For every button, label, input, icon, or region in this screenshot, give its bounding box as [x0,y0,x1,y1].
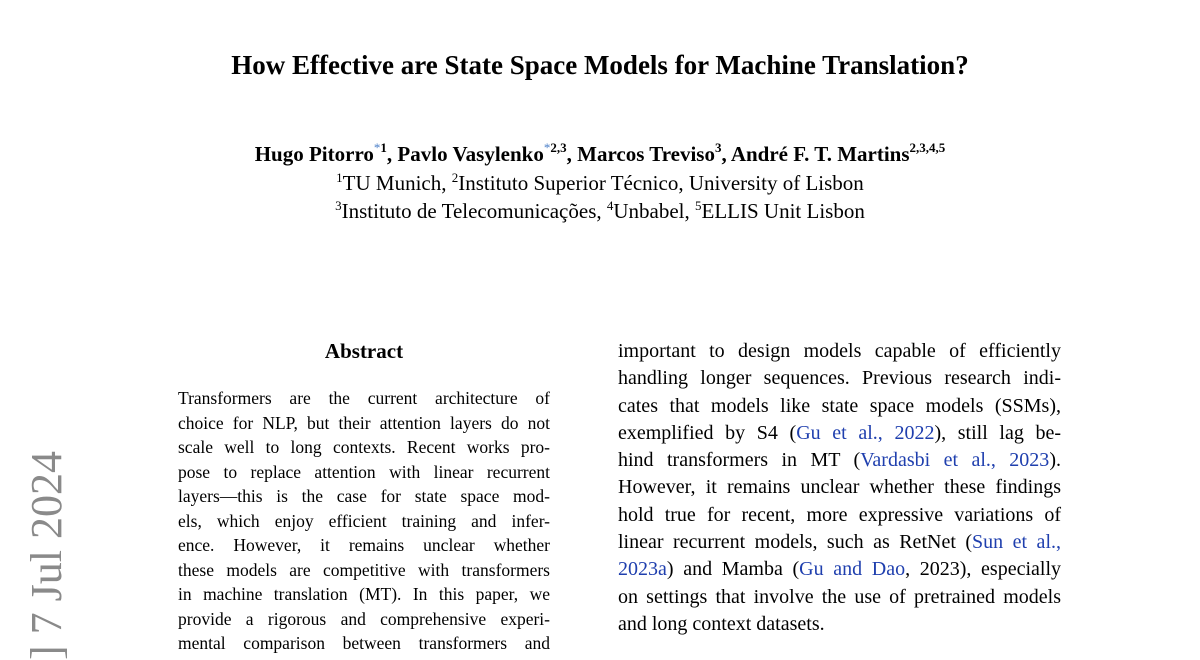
author-name: Hugo Pitorro [254,142,374,166]
citation-link[interactable]: Gu et al., 2022 [796,421,935,444]
affiliation-index: 3 [714,140,722,155]
affiliation-index: 2,3,4,5 [909,140,946,155]
abstract-line: in machine translation (MT). In this paper, we [178,584,550,604]
citation-link[interactable]: Vardasbi et al., 2023 [860,449,1050,472]
intro-line [618,556,1061,583]
citation-link[interactable]: 2023a [618,558,667,581]
citation-link[interactable]: Sun et al., [972,531,1061,554]
abstract-line: layers—this is the case for state space mod- [178,486,550,506]
intro-line [618,447,1061,474]
intro-line [618,529,1061,556]
arxiv-side-label: ] 7 Jul 2024 [22,451,71,660]
affiliation-text: Instituto Superior Técnico, University of Lisbon [458,171,864,195]
abstract-line: pose to replace attention with linear recurrent [178,461,550,482]
introduction-column [618,338,1061,638]
affiliation-index: 1 [380,140,387,155]
intro-line: and long context datasets. [618,612,825,635]
abstract-line: els, which enjoy efficient training and infer- [178,510,550,531]
author-name: Marcos Treviso [577,142,715,166]
intro-line [618,420,1061,447]
intro-line: on settings that involve the use of pretrained models [618,585,1061,608]
intro-text: hind transformers in MT ( [618,449,861,472]
intro-line: cates that models like state space models (SSMs), [618,394,1061,417]
affiliation-index: 5 [695,198,702,213]
author-separator: , [721,142,731,166]
abstract-line: mental comparison between transformers and [178,633,550,653]
intro-text: ). [1049,449,1061,472]
intro-text: , 2023), especially [905,558,1062,581]
abstract-heading: Abstract [324,339,404,363]
intro-line: hold true for recent, more expressive variations of [618,503,1061,526]
affiliation-line [0,169,1200,197]
intro-line: However, it remains unclear whether these findings [618,476,1061,499]
affiliation-text: Unbabel, [613,199,696,223]
affiliation-text: ELLIS Unit Lisbon [701,199,865,223]
intro-text: ), still lag be- [934,421,1062,444]
author-name: André F. T. Martins [730,142,910,166]
author-list [0,140,1200,168]
abstract-line: these models are competitive with transformers [178,559,550,580]
citation-link[interactable]: Gu and Dao [799,558,906,581]
author-separator: , [566,142,578,166]
abstract-line: ence. However, it remains unclear whether [178,535,550,555]
intro-text: linear recurrent models, such as RetNet ( [618,531,973,554]
abstract-line: scale well to long contexts. Recent works pro- [178,437,550,457]
paper-title: How Effective are State Space Models for Machine Translation? [231,50,969,80]
intro-text: ) and Mamba ( [666,558,800,581]
affiliation-index: 4 [606,198,614,213]
intro-text: exemplified by S4 ( [618,421,797,444]
affiliation-index: 3 [335,198,342,213]
affiliation-index: 2 [451,170,459,185]
intro-line: handling longer sequences. Previous research indi- [618,367,1061,390]
author-separator: , [386,142,398,166]
affiliation-index: 2,3 [550,140,567,155]
abstract-body [178,386,550,656]
affiliation-index: 1 [336,170,343,185]
author-name: Pavlo Vasylenko [397,142,544,166]
abstract-line: Transformers are the current architecture of [178,388,550,408]
affiliation-text: Instituto de Telecomunicações, [341,199,607,223]
abstract-line: choice for NLP, but their attention layers do not [178,412,550,433]
affiliation-text: TU Munich, [342,171,452,195]
equal-contribution-mark[interactable]: * [543,140,551,155]
equal-contribution-mark[interactable]: * [373,140,381,155]
affiliation-line [0,197,1200,225]
abstract-line: provide a rigorous and comprehensive experi- [178,608,550,629]
intro-line: important to design models capable of efficiently [618,340,1061,362]
